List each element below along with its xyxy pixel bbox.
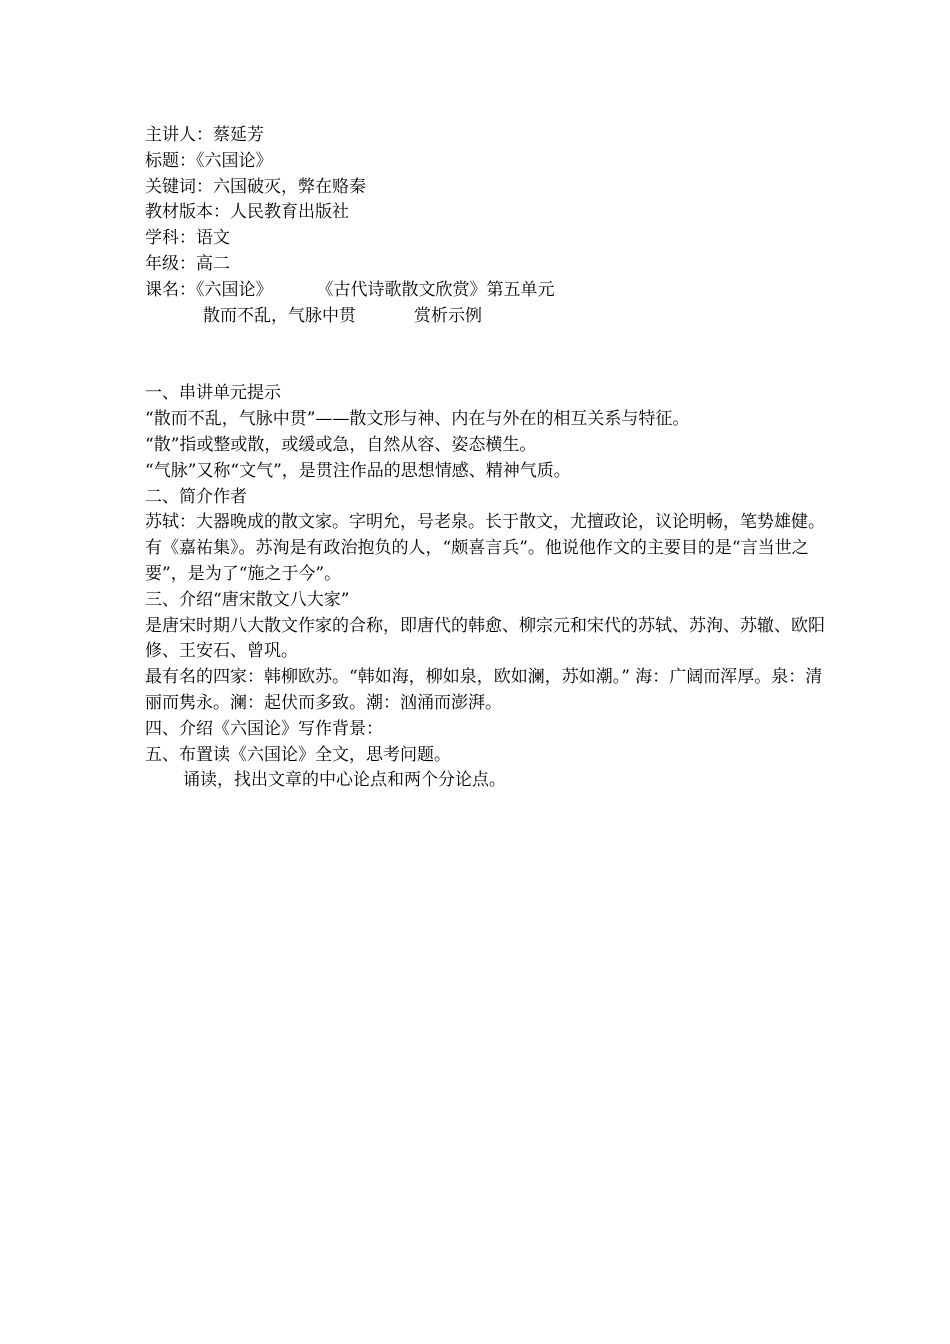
title-line: 标题：《六国论》 [145, 150, 273, 171]
subject-line: 学科：语文 [145, 228, 230, 249]
section-3-paragraph: 最有名的四家：韩柳欧苏。“韩如海，柳如泉，欧如澜，苏如潮。” 海：广阔而浑厚。泉：清丽而隽永。澜：起伏而多致。潮：汹涌而澎湃。 [145, 667, 823, 713]
section-1-paragraph: “气脉”又称“文气”，是贯注作品的思想情感、精神气质。 [145, 460, 571, 481]
edition-line: 教材版本：人民教育出版社 [145, 202, 349, 223]
grade-line: 年级：高二 [145, 253, 230, 274]
lecturer-line: 主讲人：蔡延芳 [145, 125, 264, 145]
course-theme: 散而不乱，气脉中贯 [203, 305, 356, 326]
keywords-line: 关键词：六国破灭，弊在赂秦 [145, 176, 366, 197]
document-body [145, 123, 825, 794]
section-3-heading: 三、介绍“唐宋散文八大家” [145, 589, 350, 610]
section-2-paragraph: 有《嘉祐集》。苏洵是有政治抱负的人，“颇喜言兵”。他说他作文的主要目的是“言当世之要”，是为了“施之于今”。 [145, 538, 809, 584]
course-name: 课名：《六国论》 [145, 279, 273, 300]
course-line [145, 278, 825, 304]
section-4-heading: 四、介绍《六国论》写作背景： [145, 718, 383, 739]
section-2-paragraph: 苏轼：大器晚成的散文家。字明允，号老泉。长于散文，尤擅政论，议论明畅，笔势雄健。 [145, 512, 825, 533]
section-5-heading: 五、布置读《六国论》全文，思考问题。 [145, 744, 451, 765]
spacer [145, 329, 825, 381]
section-3-paragraph: 是唐宋时期八大散文作家的合称，即唐代的韩愈、柳宗元和宋代的苏轼、苏洵、苏辙、欧阳修、王安石、曾巩。 [145, 615, 825, 662]
course-example: 赏析示例 [414, 305, 482, 326]
section-1-heading: 一、串讲单元提示 [145, 383, 281, 404]
section-2-heading: 二、简介作者 [145, 486, 247, 507]
course-unit: 《古代诗歌散文欣赏》第五单元 [316, 279, 555, 300]
section-1-paragraph: “散而不乱，气脉中贯”——散文形与神、内在与外在的相互关系与特征。 [145, 409, 690, 430]
section-1-paragraph: “散”指或整或散，或缓或急，自然从容、姿态横生。 [145, 434, 537, 455]
course-subtitle-line [145, 304, 825, 330]
section-5-paragraph: 诵读，找出文章的中心论点和两个分论点。 [183, 770, 506, 791]
